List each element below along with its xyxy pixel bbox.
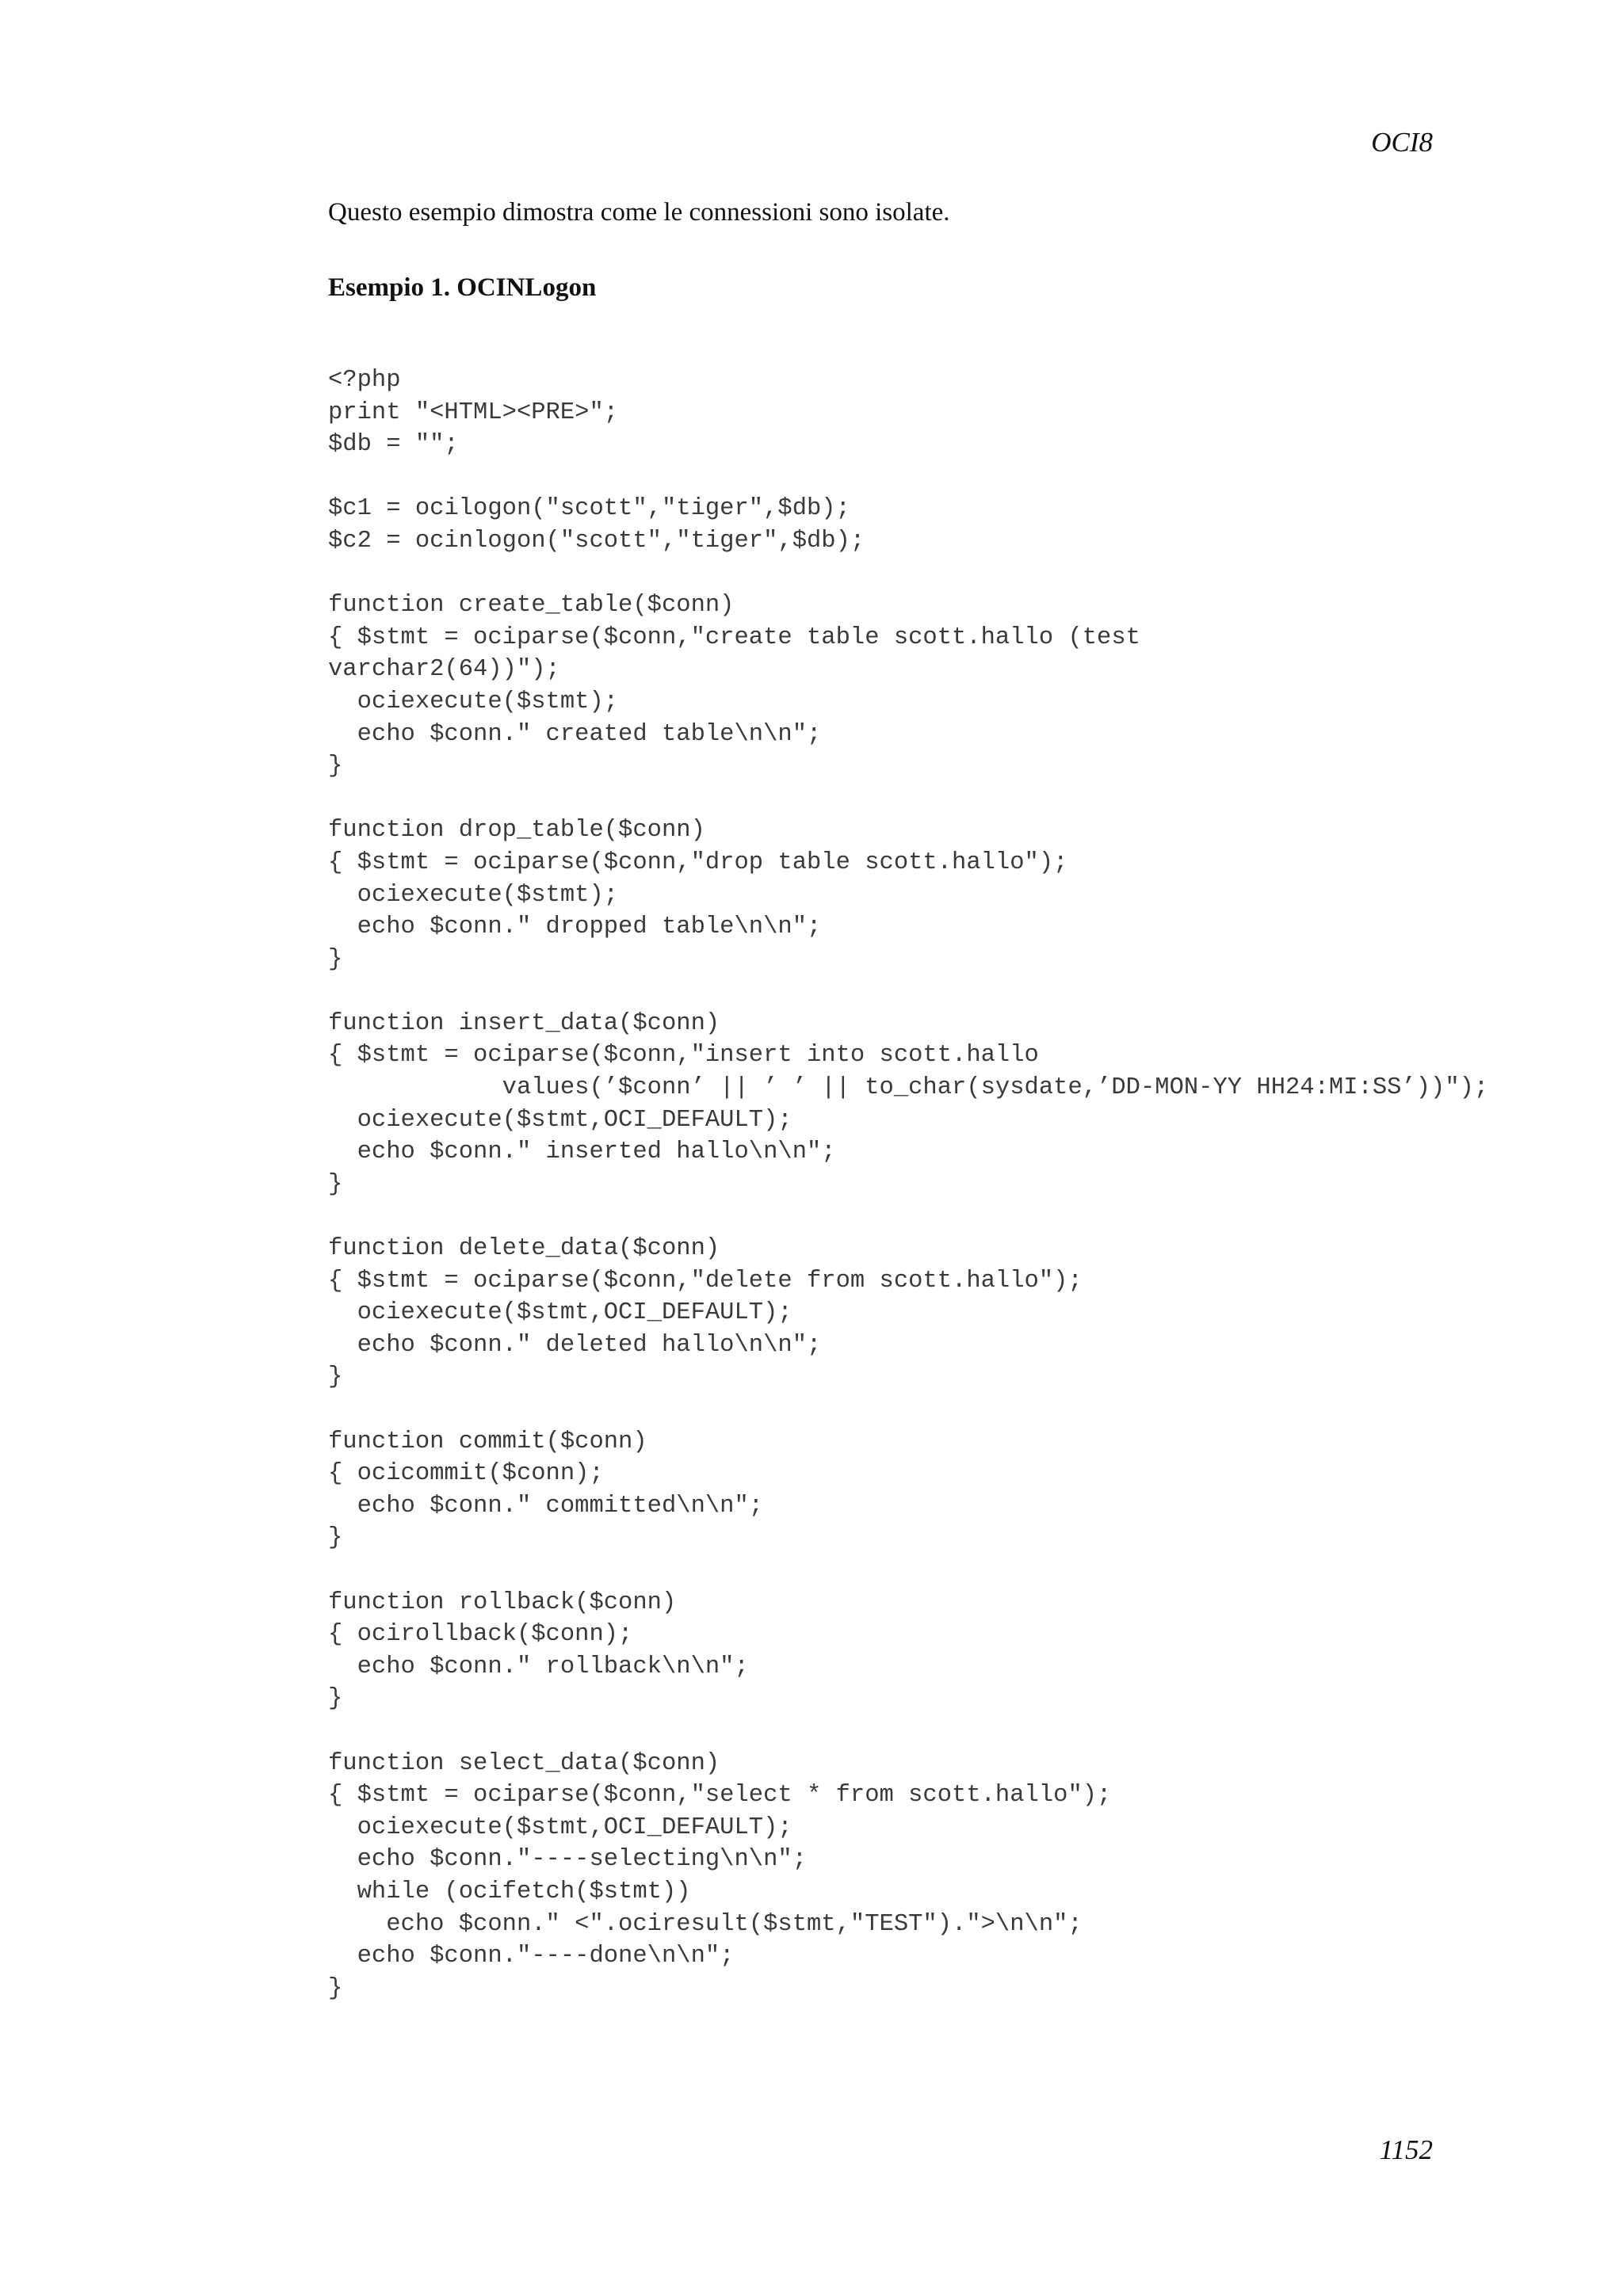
code-line: function insert_data($conn) [328,1009,720,1037]
intro-paragraph: Questo esempio dimostra come le connessioni sono isolate. [328,198,950,227]
code-line [328,1554,1596,1587]
code-line: { $stmt = ociparse($conn,"delete from scott.hallo"); [328,1267,1083,1295]
code-line: } [328,753,343,780]
code-block [328,364,1596,2004]
code-line: { $stmt = ociparse($conn,"drop table scott.hallo"); [328,849,1068,876]
code-line: echo $conn." deleted hallo\n\n"; [328,1331,822,1359]
running-header: OCI8 [1371,127,1433,158]
code-line: } [328,1524,343,1552]
code-line: echo $conn."----done\n\n"; [328,1943,735,1970]
code-line: print "<HTML><PRE>"; [328,399,619,426]
code-line [328,1394,1596,1426]
page-number: 1152 [1379,2134,1433,2165]
code-line: ociexecute($stmt,OCI_DEFAULT); [328,1299,792,1327]
code-line: } [328,1974,343,2002]
code-line: echo $conn." inserted hallo\n\n"; [328,1138,836,1166]
code-line: } [328,1170,343,1198]
code-line: echo $conn."----selecting\n\n"; [328,1846,807,1874]
code-line: ociexecute($stmt); [328,688,619,715]
code-line: function rollback($conn) [328,1589,677,1616]
code-line: while (ocifetch($stmt)) [328,1878,691,1905]
code-line: echo $conn." rollback\n\n"; [328,1653,749,1680]
example-title: Esempio 1. OCINLogon [328,273,597,302]
code-line: echo $conn." <".ociresult($stmt,"TEST").">\n\n"; [328,1910,1083,1938]
code-line: function drop_table($conn) [328,817,705,845]
code-line: { $stmt = ociparse($conn,"create table scott.hallo (test [328,624,1140,651]
code-line: { ocirollback($conn); [328,1621,633,1649]
code-line: ociexecute($stmt,OCI_DEFAULT); [328,1106,792,1134]
code-line: { ocicommit($conn); [328,1460,604,1488]
code-line: { $stmt = ociparse($conn,"insert into scott.hallo [328,1042,1039,1070]
code-line [328,1200,1596,1233]
code-line [328,461,1596,494]
code-line [328,783,1596,815]
code-line: function delete_data($conn) [328,1235,720,1263]
code-line: } [328,1363,343,1391]
code-line: $db = ""; [328,431,459,459]
code-line [328,975,1596,1008]
code-line: echo $conn." created table\n\n"; [328,720,822,748]
code-line: { $stmt = ociparse($conn,"select * from scott.hallo"); [328,1782,1112,1810]
code-line: $c2 = ocinlogon("scott","tiger",$db); [328,527,865,555]
code-line: function select_data($conn) [328,1749,720,1777]
code-line: ociexecute($stmt); [328,881,619,909]
code-line: } [328,945,343,973]
code-line: function create_table($conn) [328,592,735,620]
code-line: values(’$conn’ || ’ ’ || to_char(sysdate,’DD-MON-YY HH24:MI:SS’))"); [328,1074,1489,1102]
code-line: <?php [328,367,401,394]
code-line: function commit($conn) [328,1428,647,1455]
code-line: varchar2(64))"); [328,656,560,684]
code-line: } [328,1685,343,1713]
code-line: echo $conn." committed\n\n"; [328,1492,764,1520]
code-line: echo $conn." dropped table\n\n"; [328,913,822,941]
code-line [328,558,1596,590]
code-line: ociexecute($stmt,OCI_DEFAULT); [328,1814,792,1841]
code-line [328,1715,1596,1748]
code-line: $c1 = ocilogon("scott","tiger",$db); [328,495,850,523]
